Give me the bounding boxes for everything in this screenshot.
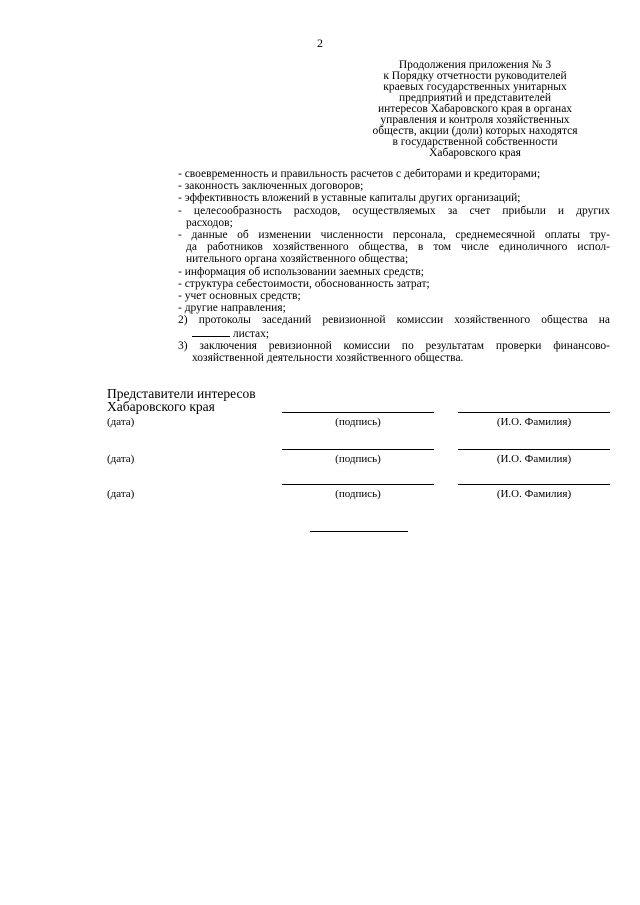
end-separator	[310, 531, 408, 532]
header-line: в государственной собственности	[392, 136, 558, 148]
signature-label: (подпись)	[335, 453, 381, 465]
date-label: (дата)	[107, 453, 135, 465]
list-item: - данные об изменении численности персонала, среднемесячной оплаты тру- да работников хозяйственного общества, в том числе единоличного испол- нительного органа хозяйственного общества;	[178, 229, 610, 266]
header-line: обществ, акции (доли) которых находятся	[372, 125, 578, 137]
list-item: - эффективность вложений в уставные капиталы других организаций;	[178, 192, 521, 205]
list-item: - своевременность и правильность расчетов с дебиторами и кредиторами;	[178, 168, 541, 180]
appendix-header	[340, 60, 610, 159]
name-label: (И.О. Фамилия)	[496, 453, 572, 465]
list-item: - другие направления;	[178, 302, 286, 315]
name-line	[458, 449, 610, 450]
list-item: - структура себестоимости, обоснованность затрат;	[178, 277, 430, 290]
date-label: (дата)	[107, 416, 135, 428]
representatives-title: Представители интересов Хабаровского края	[107, 386, 256, 414]
signature-label: (подпись)	[335, 416, 381, 428]
signature-label: (подпись)	[335, 488, 381, 500]
signature-line	[282, 449, 434, 450]
document-body	[178, 168, 610, 364]
name-line	[458, 484, 610, 485]
header-line: управления и контроля хозяйственных	[380, 114, 570, 126]
list-item: - целесообразность расходов, осуществляемых за счет прибыли и других расходов;	[178, 204, 610, 229]
date-label: (дата)	[107, 488, 135, 500]
signature-line	[282, 412, 434, 413]
list-item: - информация об использовании заемных средств;	[178, 265, 424, 278]
name-line	[458, 412, 610, 413]
header-line: Продолжения приложения № 3	[398, 59, 552, 71]
header-line: Хабаровского края	[429, 147, 521, 159]
name-label: (И.О. Фамилия)	[496, 416, 572, 428]
header-line: предприятий и представителей	[398, 92, 552, 104]
numbered-item: 3) заключения ревизионной комиссии по результатам проверки финансово- хозяйственной деятельности хозяйственного общества.	[178, 339, 610, 365]
header-line: интересов Хабаровского края в органах	[377, 103, 573, 115]
header-line: краевых государственных унитарных	[383, 81, 567, 93]
numbered-item: 2) протоколы заседаний ревизионной комиссии хозяйственного общества на листах;	[178, 314, 610, 340]
blank-field	[192, 327, 230, 337]
list-item: - учет основных средств;	[178, 290, 301, 303]
name-label: (И.О. Фамилия)	[496, 488, 572, 500]
list-item: - законность заключенных договоров;	[178, 180, 364, 193]
header-line: к Порядку отчетности руководителей	[383, 70, 567, 82]
signature-line	[282, 484, 434, 485]
page-number: 2	[317, 36, 323, 50]
